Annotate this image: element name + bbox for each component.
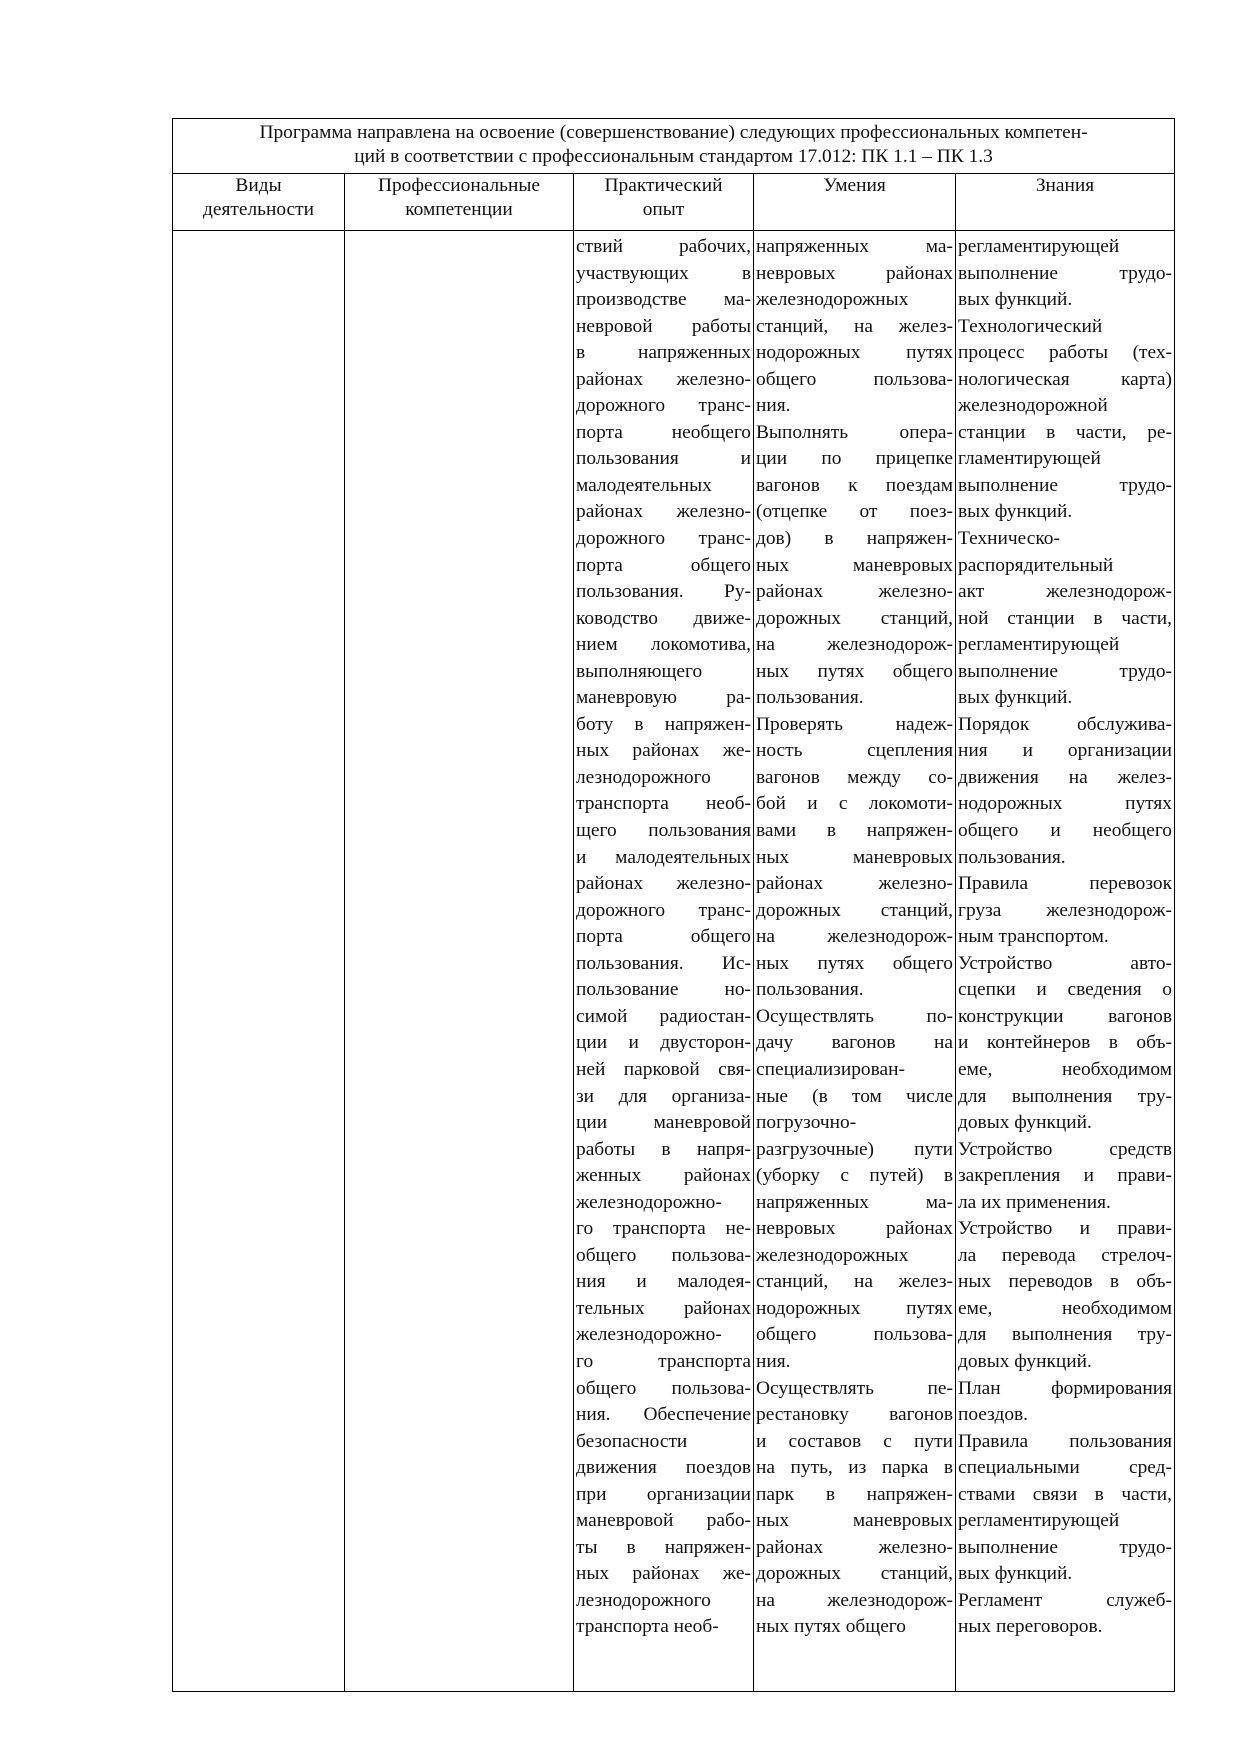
text-line: симой радиостан-: [576, 1005, 751, 1027]
text-line: районах железно-: [756, 873, 953, 895]
header-umeniya: Умения: [754, 174, 956, 231]
text-line: щего пользования: [576, 820, 751, 842]
text-line: выполнение трудо-: [958, 474, 1172, 496]
text-line: выполнение трудо-: [958, 1536, 1172, 1558]
text-line: дорожных станций,: [756, 607, 953, 629]
text-line: порта необщего: [576, 421, 751, 443]
text-line: в напряженных: [576, 342, 751, 364]
text-line: ной станции в части,: [958, 607, 1172, 629]
text-line: специальными сред-: [958, 1457, 1172, 1479]
text-line: порта общего: [576, 926, 751, 948]
text-line: железнодорожной: [958, 395, 1108, 417]
table-title-line-2: ций в соответствии с профессиональным стандартом 17.012: ПК 1.1 – ПК 1.3: [354, 146, 993, 167]
text-line: ния.: [756, 395, 791, 417]
text-line: станций, на желез-: [756, 1271, 953, 1293]
text-line: довых функций.: [958, 1350, 1092, 1372]
text-line: ных маневровых: [756, 846, 953, 868]
text-line: вых функций.: [958, 687, 1073, 709]
text-line: ствами связи в части,: [958, 1483, 1172, 1505]
text-line: железнодорожных: [756, 1244, 909, 1266]
text-line: лезнодорожного: [576, 766, 711, 788]
text-line: Устройство средств: [958, 1138, 1172, 1160]
header-znaniya: Знания: [956, 174, 1175, 231]
text-line: ных путях общего: [756, 1616, 906, 1638]
text-line: железнодорожно-: [576, 1324, 722, 1346]
text-line: женных районах: [576, 1165, 751, 1187]
text-line: ния и организации: [958, 740, 1172, 762]
text-line: пользования. Ру-: [576, 581, 751, 603]
text-line: специализирован-: [756, 1058, 905, 1080]
text-line: ния.: [756, 1350, 791, 1372]
text-line: зи для организа-: [576, 1085, 751, 1107]
text-line: дорожного транс-: [576, 395, 751, 417]
text-line: дов) в напряжен-: [756, 528, 953, 550]
text-line: общего пользова-: [576, 1377, 751, 1399]
text-line: пользования.: [756, 979, 864, 1001]
text-line: станций, на желез-: [756, 315, 953, 337]
cell-vidy-deyatelnosti: [173, 231, 345, 1692]
header-professionalnye-kompetencii: Профессиональные компетенции: [345, 174, 574, 231]
text-line: ководство движе-: [576, 607, 751, 629]
text-line: станции в части, ре-: [958, 421, 1172, 443]
text-line: ствий рабочих,: [576, 236, 751, 257]
text-line: общего пользова-: [576, 1244, 751, 1266]
text-line: выполнение трудо-: [958, 262, 1172, 284]
text-line: Технологический: [958, 315, 1103, 337]
text-line: при организации: [576, 1483, 751, 1505]
text-line: Правила пользования: [958, 1430, 1172, 1452]
text-line: ных маневровых: [756, 554, 953, 576]
text-line: вых функций.: [958, 1563, 1073, 1585]
text-line: лезнодорожного: [576, 1589, 711, 1611]
text-line: нием локомотива,: [576, 634, 751, 656]
text-line: го транспорта: [576, 1350, 751, 1372]
text-line: районах железно-: [576, 873, 751, 895]
text-line: общего пользова-: [756, 368, 953, 390]
text-line: железнодорожно-: [576, 1191, 722, 1213]
text-line: нодорожных путях: [958, 793, 1172, 815]
content-row: [173, 231, 1175, 1692]
text-line: общего и необщего: [958, 820, 1172, 842]
text-line: пользования. Ис-: [576, 952, 751, 974]
text-line: дачу вагонов на: [756, 1032, 953, 1054]
text-line: и малодеятельных: [576, 846, 751, 868]
text-line: го транспорта не-: [576, 1218, 751, 1240]
document-page: [172, 118, 1174, 1692]
text-line: ных маневровых: [756, 1510, 953, 1532]
text-line: ния. Обеспечение: [576, 1404, 751, 1426]
znaniya-text: [958, 234, 1172, 1641]
text-line: пользования и: [576, 448, 751, 470]
text-line: ным транспортом.: [958, 926, 1109, 948]
text-line: регламентирующей: [958, 1510, 1120, 1532]
text-line: напряженных ма-: [756, 236, 953, 257]
text-line: маневровой рабо-: [576, 1510, 751, 1532]
text-line: дорожных станций,: [756, 1563, 953, 1585]
text-line: сцепки и сведения о: [958, 979, 1172, 1001]
text-line: ных путях общего: [756, 952, 953, 974]
text-line: парк в напряжен-: [756, 1483, 953, 1505]
text-line: ты в напряжен-: [576, 1536, 751, 1558]
text-line: железнодорожных: [756, 289, 909, 311]
text-line: ния и малодея-: [576, 1271, 751, 1293]
table-title-row: [173, 119, 1175, 174]
text-line: боту в напряжен-: [576, 713, 751, 735]
text-line: дорожных станций,: [756, 899, 953, 921]
text-line: регламентирующей: [958, 634, 1120, 656]
text-line: на железнодорож-: [756, 926, 953, 948]
text-line: ции и двусторон-: [576, 1032, 751, 1054]
text-line: ность сцепления: [756, 740, 953, 762]
table-title: [173, 119, 1175, 174]
text-line: ные (в том числе: [756, 1085, 953, 1107]
text-line: ла их применения.: [958, 1191, 1111, 1213]
text-line: движения на желез-: [958, 766, 1172, 788]
text-line: производстве ма-: [576, 289, 751, 311]
header-vidy-deyatelnosti: Виды деятельности: [173, 174, 345, 231]
text-line: Устройство авто-: [958, 952, 1172, 974]
text-line: на железнодорож-: [756, 1589, 953, 1611]
cell-znaniya: [956, 231, 1175, 1692]
text-line: на железнодорож-: [756, 634, 953, 656]
umeniya-text: [756, 234, 953, 1641]
header-row: [173, 174, 1175, 231]
text-line: ных районах же-: [576, 1563, 751, 1585]
text-line: ных переговоров.: [958, 1616, 1103, 1638]
text-line: районах железно-: [756, 1536, 953, 1558]
text-line: ней парковой свя-: [576, 1058, 751, 1080]
text-line: невровых районах: [756, 262, 953, 284]
text-line: бой и с локомоти-: [756, 793, 953, 815]
text-line: районах железно-: [756, 581, 953, 603]
text-line: регламентирующей: [958, 236, 1120, 257]
text-line: конструкции вагонов: [958, 1005, 1172, 1027]
text-line: гламентирующей: [958, 448, 1101, 470]
table-title-line-1: Программа направлена на освоение (совершенствование) следующих профессиональных компетен-: [259, 122, 1088, 143]
text-line: напряженных ма-: [756, 1191, 953, 1213]
text-line: малодеятельных: [576, 474, 712, 496]
text-line: процесс работы (тех-: [958, 342, 1172, 364]
text-line: для выполнения тру-: [958, 1324, 1172, 1346]
text-line: разгрузочные) пути: [756, 1138, 953, 1160]
cell-umeniya: [754, 231, 956, 1692]
text-line: вых функций.: [958, 289, 1073, 311]
opyt-text: [576, 234, 751, 1641]
text-line: (уборку с путей) в: [756, 1165, 953, 1187]
text-line: Выполнять опера-: [756, 421, 953, 443]
text-line: невровой работы: [576, 315, 751, 337]
text-line: груза железнодорож-: [958, 899, 1172, 921]
text-line: районах железно-: [576, 368, 751, 390]
text-line: Правила перевозок: [958, 873, 1172, 895]
text-line: транспорта необ-: [576, 793, 751, 815]
text-line: еме, необходимом: [958, 1058, 1172, 1080]
text-line: нодорожных путях: [756, 342, 953, 364]
text-line: Регламент служеб-: [958, 1589, 1172, 1611]
text-line: пользования.: [958, 846, 1066, 868]
text-line: ции маневровой: [576, 1112, 751, 1134]
text-line: ных путях общего: [756, 660, 953, 682]
text-line: Осуществлять пе-: [756, 1377, 953, 1399]
text-line: невровых районах: [756, 1218, 953, 1240]
text-line: закрепления и прави-: [958, 1165, 1172, 1187]
text-line: ных переводов в объ-: [958, 1271, 1172, 1293]
text-line: План формирования: [958, 1377, 1172, 1399]
text-line: и составов с пути: [756, 1430, 953, 1452]
text-line: выполняющего: [576, 660, 703, 682]
text-line: на путь, из парка в: [756, 1457, 953, 1479]
text-line: Осуществлять по-: [756, 1005, 953, 1027]
text-line: вагонов между со-: [756, 766, 953, 788]
text-line: вых функций.: [958, 501, 1073, 523]
text-line: дорожного транс-: [576, 899, 751, 921]
text-line: ных районах же-: [576, 740, 751, 762]
text-line: распорядительный: [958, 554, 1114, 576]
text-line: движения поездов: [576, 1457, 751, 1479]
text-line: Проверять надеж-: [756, 713, 953, 735]
text-line: общего пользова-: [756, 1324, 953, 1346]
text-line: маневровую ра-: [576, 687, 751, 709]
text-line: погрузочно-: [756, 1112, 857, 1134]
text-line: и контейнеров в объ-: [958, 1032, 1172, 1054]
text-line: вами в напряжен-: [756, 820, 953, 842]
text-line: порта общего: [576, 554, 751, 576]
text-line: тельных районах: [576, 1297, 751, 1319]
text-line: пользование но-: [576, 979, 751, 1001]
text-line: для выполнения тру-: [958, 1085, 1172, 1107]
text-line: транспорта необ-: [576, 1616, 719, 1638]
text-line: (отцепке от поез-: [756, 501, 953, 523]
text-line: рестановку вагонов: [756, 1404, 953, 1426]
text-line: безопасности: [576, 1430, 688, 1452]
cell-professionalnye-kompetencii: [345, 231, 574, 1692]
text-line: участвующих в: [576, 262, 751, 284]
text-line: Устройство и прави-: [958, 1218, 1172, 1240]
text-line: работы в напря-: [576, 1138, 751, 1160]
text-line: выполнение трудо-: [958, 660, 1172, 682]
text-line: довых функций.: [958, 1112, 1092, 1134]
text-line: ции по прицепке: [756, 448, 953, 470]
text-line: нодорожных путях: [756, 1297, 953, 1319]
cell-prakticheskiy-opyt: [574, 231, 754, 1692]
text-line: нологическая карта): [958, 368, 1172, 390]
competencies-table: [172, 118, 1175, 1692]
text-line: вагонов к поездам: [756, 474, 953, 496]
text-line: районах железно-: [576, 501, 751, 523]
text-line: ла перевода стрелоч-: [958, 1244, 1172, 1266]
header-prakticheskiy-opyt: Практический опыт: [574, 174, 754, 231]
text-line: дорожного транс-: [576, 528, 751, 550]
text-line: Порядок обслужива-: [958, 713, 1172, 735]
text-line: еме, необходимом: [958, 1297, 1172, 1319]
text-line: Техническо-: [958, 528, 1060, 550]
text-line: акт железнодорож-: [958, 581, 1172, 603]
text-line: поездов.: [958, 1404, 1029, 1426]
text-line: пользования.: [756, 687, 864, 709]
